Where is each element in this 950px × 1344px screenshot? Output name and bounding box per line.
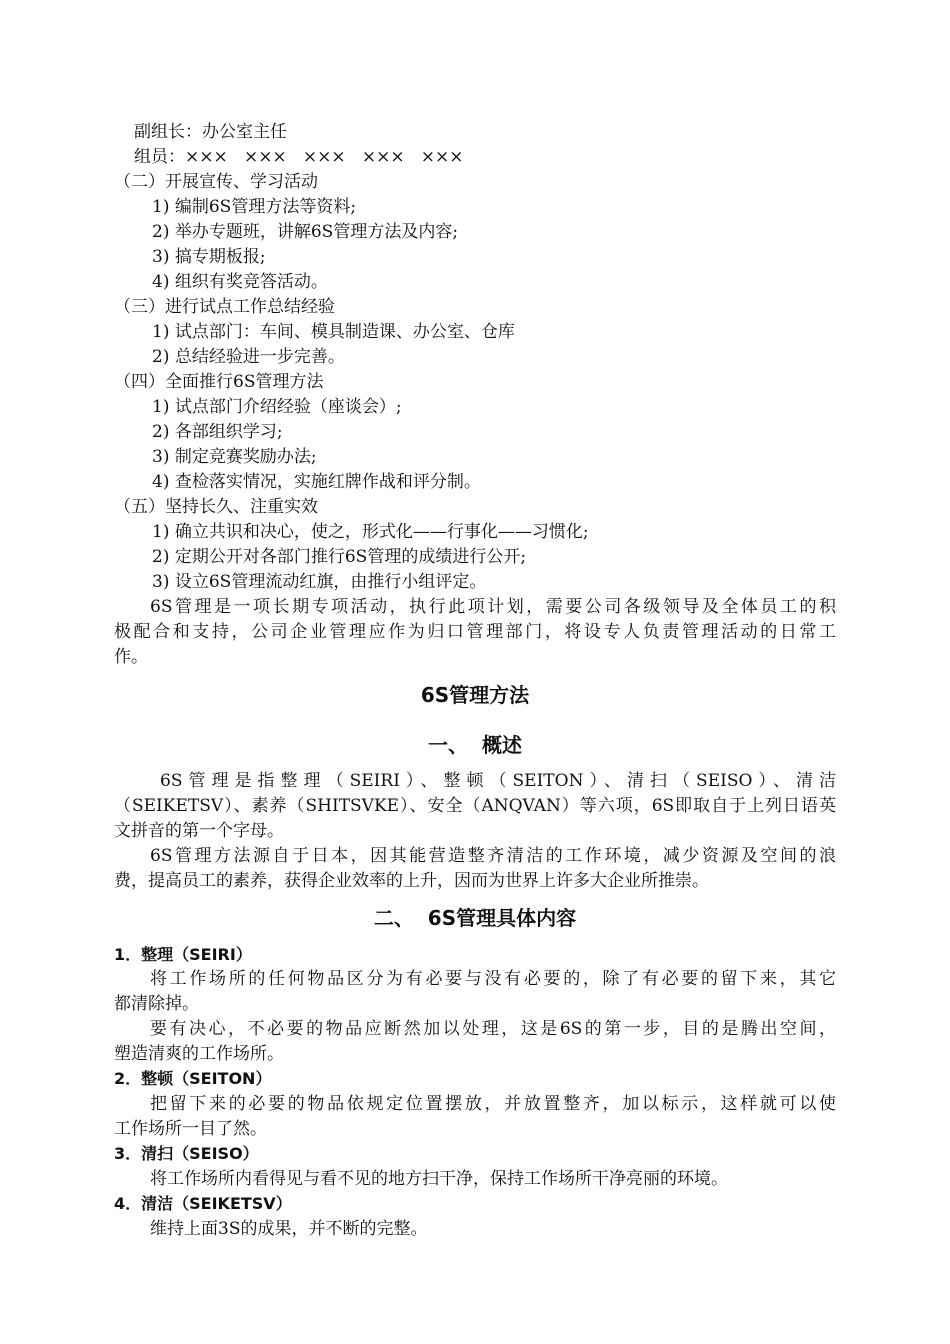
- subsection-title-seiri: 1．整理（SEIRI）: [114, 945, 252, 964]
- list-item: 3) 搞专期板报;: [152, 247, 266, 267]
- section-heading: （四）全面推行6S管理方法: [114, 372, 324, 392]
- list-item: 3) 设立6S管理流动红旗，由推行小组评定。: [152, 572, 487, 592]
- list-item: 2) 定期公开对各部门推行6S管理的成绩进行公开;: [152, 547, 527, 567]
- overview-heading: 一、 概述: [428, 733, 522, 757]
- paragraph-line: （SEIKETSV）、素养（SHITSVKE）、安全（ANQVAN）等六项，6S即取自于上列日语英: [114, 796, 836, 816]
- list-item: 4) 组织有奖竞答活动。: [152, 272, 328, 292]
- paragraph-line: 极配合和支持，公司企业管理应作为归口管理部门，将设专人负责管理活动的日常工: [114, 622, 836, 642]
- list-item: 1) 试点部门：车间、模具制造课、办公室、仓库: [152, 322, 515, 342]
- paragraph-line: 将工作场所内看得见与看不见的地方扫干净，保持工作场所干净亮丽的环境。: [150, 1169, 728, 1189]
- section-heading: （五）坚持长久、注重实效: [114, 497, 318, 517]
- paragraph-line: 6S管理是一项长期专项活动，执行此项计划，需要公司各级领导及全体员工的积: [150, 597, 836, 617]
- list-item: 2) 举办专题班，讲解6S管理方法及内容;: [152, 222, 459, 242]
- paragraph-line: 文拼音的第一个字母。: [114, 821, 284, 841]
- paragraph-line: 要有决心，不必要的物品应断然加以处理，这是6S的第一步，目的是腾出空间，: [150, 1019, 836, 1039]
- content-heading: 二、 6S管理具体内容: [373, 906, 577, 930]
- list-item: 3) 制定竞赛奖励办法;: [152, 447, 317, 467]
- page-title: 6S管理方法: [420, 683, 530, 707]
- paragraph-line: 6S管理方法源自于日本，因其能营造整齐清洁的工作环境，减少资源及空间的浪: [150, 846, 836, 866]
- paragraph-line: 将工作场所的任何物品区分为有必要与没有必要的，除了有必要的留下来，其它: [150, 969, 836, 989]
- list-item: 1) 确立共识和决心，使之，形式化——行事化——习惯化;: [152, 522, 589, 542]
- list-item: 2) 各部组织学习;: [152, 422, 283, 442]
- list-item: 1) 试点部门介绍经验（座谈会）;: [152, 397, 402, 417]
- section-heading: （三）进行试点工作总结经验: [114, 297, 335, 317]
- paragraph-line: 工作场所一目了然。: [114, 1119, 267, 1139]
- subsection-title-seiketsu: 4．清洁（SEIKETSV）: [114, 1194, 292, 1213]
- deputy-leader-line: 副组长：办公室主任: [134, 122, 287, 142]
- paragraph-line: 作。: [114, 647, 148, 667]
- members-line: 组员：××× ××× ××× ××× ×××: [134, 147, 464, 167]
- subsection-title-seiton: 2．整顿（SEITON）: [114, 1069, 272, 1088]
- paragraph-line: 6S管理是指整理（SEIRI）、整顿（SEITON）、清扫（SEISO）、清洁: [160, 771, 836, 791]
- paragraph-line: 都清除掉。: [114, 994, 199, 1014]
- subsection-title-seiso: 3．清扫（SEISO）: [114, 1144, 259, 1163]
- section-heading: （二）开展宣传、学习活动: [114, 172, 318, 192]
- list-item: 1) 编制6S管理方法等资料;: [152, 197, 357, 217]
- paragraph-line: 费，提高员工的素养，获得企业效率的上升，因而为世界上许多大企业所推崇。: [114, 871, 709, 891]
- paragraph-line: 塑造清爽的工作场所。: [114, 1044, 284, 1064]
- list-item: 2) 总结经验进一步完善。: [152, 347, 345, 367]
- paragraph-line: 维持上面3S的成果，并不断的完整。: [150, 1219, 428, 1239]
- paragraph-line: 把留下来的必要的物品依规定位置摆放，并放置整齐，加以标示，这样就可以使: [150, 1094, 836, 1114]
- list-item: 4) 查检落实情况，实施红牌作战和评分制。: [152, 472, 481, 492]
